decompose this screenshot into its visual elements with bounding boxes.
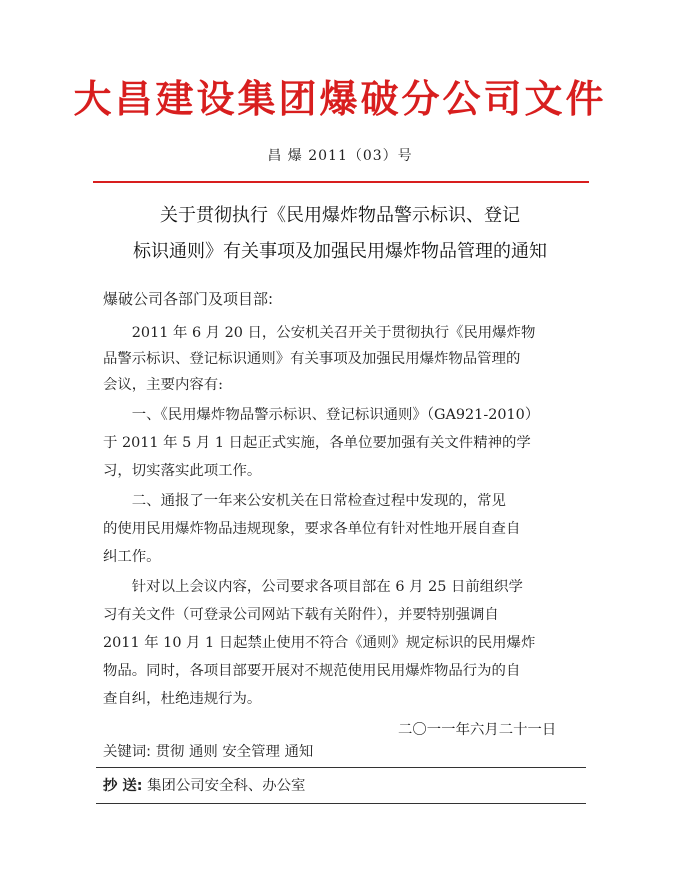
- body-paragraph-line: 二、通报了一年来公安机关在日常检查过程中发现的，常见: [103, 493, 506, 509]
- body-paragraph-line: 的使用民用爆炸物品违规现象，要求各单位有针对性地开展自查自: [103, 521, 521, 537]
- keywords-divider: [96, 767, 586, 768]
- cc-value: 集团公司安全科、办公室: [142, 778, 306, 794]
- cc-line: [103, 775, 305, 797]
- keywords-label: 关键词:: [103, 744, 152, 760]
- body-paragraph-line: 习，切实落实此项工作。: [103, 463, 262, 479]
- body-paragraph-line: 物品。同时，各项目部要开展对不规范使用民用爆炸物品行为的自: [103, 663, 521, 679]
- body-paragraph-line: 一、《民用爆炸物品警示标识、登记标识通则》（GA921-2010）: [103, 407, 540, 423]
- salutation: 爆破公司各部门及项目部:: [103, 290, 274, 308]
- body-paragraph-line: 查自纠，杜绝违规行为。: [103, 691, 262, 707]
- body-paragraph-line: 2011 年 6 月 20 日，公安机关召开关于贯彻执行《民用爆炸物: [103, 325, 536, 341]
- body-paragraph-line: 针对以上会议内容，公司要求各项目部在 6 月 25 日前组织学: [103, 579, 523, 595]
- body-paragraph-line: 会议，主要内容有:: [103, 377, 223, 393]
- subject-title-line-1: 关于贯彻执行《民用爆炸物品警示标识、登记: [160, 205, 520, 226]
- cc-divider: [96, 803, 586, 804]
- document-number: 昌 爆 2011（03）号: [267, 148, 413, 164]
- body-paragraph-line: 于 2011 年 5 月 1 日起正式实施，各单位要加强有关文件精神的学: [103, 435, 531, 451]
- header-red-rule: [93, 181, 589, 183]
- keywords-value: 贯彻 通则 安全管理 通知: [151, 744, 314, 760]
- document-header-title: 大昌建设集团爆破分公司文件: [73, 77, 607, 121]
- cc-label: 抄 送:: [103, 778, 143, 794]
- keywords-line: [103, 742, 313, 762]
- body-paragraph-line: 纠工作。: [103, 549, 161, 565]
- body-paragraph-line: 品警示标识、登记标识通则》有关事项及加强民用爆炸物品管理的: [103, 351, 521, 367]
- issue-date: 二〇一一年六月二十一日: [398, 722, 557, 738]
- subject-title-line-2: 标识通则》有关事项及加强民用爆炸物品管理的通知: [133, 241, 547, 262]
- body-paragraph-line: 2011 年 10 月 1 日起禁止使用不符合《通则》规定标识的民用爆炸: [103, 635, 536, 651]
- body-paragraph-line: 习有关文件（可登录公司网站下载有关附件），并要特别强调自: [103, 607, 499, 623]
